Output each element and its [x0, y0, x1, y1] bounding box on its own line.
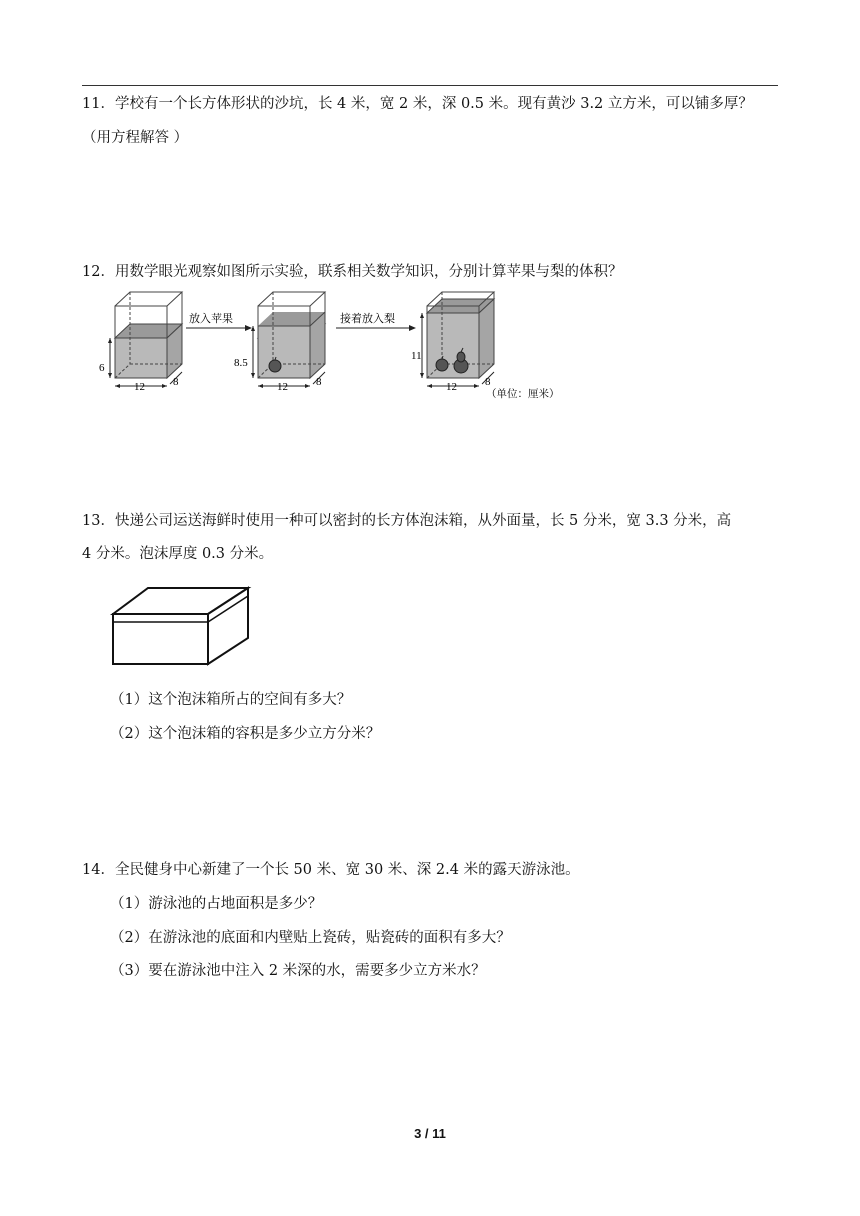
- box3-width-label: 8: [485, 376, 491, 388]
- box2-width-label: 8: [316, 376, 322, 388]
- q13-sub2: （2）这个泡沫箱的容积是多少立方分米？: [110, 726, 381, 742]
- arrow2-head: [409, 325, 416, 331]
- q13-line2: 4 分米。泡沫厚度 0.3 分米。: [82, 546, 274, 562]
- q13-foam-box-figure: [108, 584, 254, 668]
- q11-line2: （用方程解答 ）: [82, 130, 189, 146]
- q13-line1: 13．快递公司运送海鲜时使用一种可以密封的长方体泡沫箱，从外面量，长 5 分米，宽 3.3 分米，高: [82, 513, 732, 529]
- box1-empty-tank: [108, 292, 182, 388]
- q14-sub1: （1）游泳池的占地面积是多少？: [110, 896, 323, 912]
- box3-height-label: 11: [411, 350, 422, 362]
- apple-icon: [269, 360, 281, 372]
- box1-height-label: 6: [99, 362, 105, 374]
- q12-experiment-figure: [90, 286, 590, 404]
- q14-sub2: （2）在游泳池的底面和内壁贴上瓷砖，贴瓷砖的面积有多大？: [110, 930, 511, 946]
- q12-line1: 12．用数学眼光观察如图所示实验，联系相关数学知识，分别计算苹果与梨的体积？: [82, 264, 623, 280]
- unit-note: （单位：厘米）: [486, 389, 560, 400]
- box3-tank-with-apple-and-pear: [420, 292, 494, 388]
- box1-length-label: 12: [134, 381, 145, 393]
- arrow2-label: 接着放入梨: [340, 313, 395, 325]
- q13-sub1: （1）这个泡沫箱所占的空间有多大？: [110, 692, 352, 708]
- box1-width-label: 8: [173, 376, 179, 388]
- box2-height-label: 8.5: [234, 357, 248, 369]
- q14-line1: 14．全民健身中心新建了一个长 50 米、宽 30 米、深 2.4 米的露天游泳池。: [82, 862, 580, 878]
- q14-sub3: （3）要在游泳池中注入 2 米深的水，需要多少立方米水？: [110, 963, 486, 979]
- q11-line1: 11．学校有一个长方体形状的沙坑，长 4 米，宽 2 米，深 0.5 米。现有黄沙 3.2 立方米，可以铺多厚？: [82, 96, 753, 112]
- box2-length-label: 12: [277, 381, 288, 393]
- box3-length-label: 12: [446, 381, 457, 393]
- page-number: 3 / 11: [414, 1126, 446, 1141]
- arrow1-head: [245, 325, 252, 331]
- arrow1-label: 放入苹果: [189, 313, 233, 325]
- header-rule: [82, 85, 778, 86]
- apple-icon: [436, 359, 448, 371]
- box2-tank-with-apple: [251, 292, 325, 388]
